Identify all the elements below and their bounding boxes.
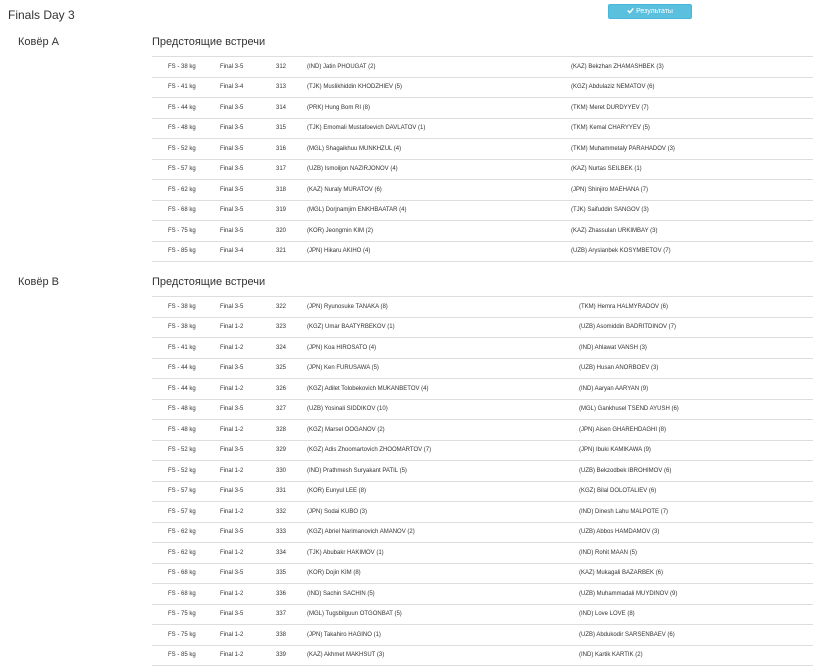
bouts-table — [152, 296, 813, 666]
stage-cell: Final 3-4 — [220, 241, 276, 262]
table-row[interactable] — [152, 57, 813, 78]
bout-number-cell: 318 — [276, 180, 307, 201]
bout-number-cell: 330 — [276, 461, 307, 482]
weight-class-cell: FS - 62 kg — [152, 180, 220, 201]
weight-class-cell: FS - 52 kg — [152, 461, 220, 482]
weight-class-cell: FS - 41 kg — [152, 338, 220, 359]
bout-number-cell: 327 — [276, 399, 307, 420]
bout-number-cell: 336 — [276, 584, 307, 605]
red-wrestler-cell: (KGZ) Adis Zhoomartovich ZHOOMARTOV (7) — [307, 440, 579, 461]
stage-cell: Final 3-5 — [220, 440, 276, 461]
stage-cell: Final 3-5 — [220, 200, 276, 221]
blue-wrestler-cell: (UZB) Bekzodbek IBROHIMOV (6) — [579, 461, 813, 482]
bout-number-cell: 325 — [276, 358, 307, 379]
bout-number-cell: 329 — [276, 440, 307, 461]
weight-class-cell: FS - 68 kg — [152, 584, 220, 605]
stage-cell: Final 3-5 — [220, 139, 276, 160]
table-row[interactable] — [152, 139, 813, 160]
weight-class-cell: FS - 52 kg — [152, 440, 220, 461]
red-wrestler-cell: (UZB) Yosinali SIDDIKOV (10) — [307, 399, 579, 420]
weight-class-cell: FS - 44 kg — [152, 98, 220, 119]
bout-number-cell: 320 — [276, 221, 307, 242]
weight-class-cell: FS - 38 kg — [152, 317, 220, 338]
table-row[interactable] — [152, 522, 813, 543]
table-row[interactable] — [152, 200, 813, 221]
bout-number-cell: 321 — [276, 241, 307, 262]
bout-number-cell: 314 — [276, 98, 307, 119]
stage-cell: Final 1-2 — [220, 543, 276, 564]
bout-number-cell: 323 — [276, 317, 307, 338]
stage-cell: Final 1-2 — [220, 584, 276, 605]
blue-wrestler-cell: (UZB) Muhammadali MUYDINOV (9) — [579, 584, 813, 605]
weight-class-cell: FS - 85 kg — [152, 241, 220, 262]
stage-cell: Final 3-5 — [220, 98, 276, 119]
stage-cell: Final 3-5 — [220, 118, 276, 139]
table-row[interactable] — [152, 297, 813, 318]
bout-number-cell: 319 — [276, 200, 307, 221]
red-wrestler-cell: (TJK) Abubakr HAKIMOV (1) — [307, 543, 579, 564]
blue-wrestler-cell: (IND) Rohit MAAN (5) — [579, 543, 813, 564]
bout-number-cell: 312 — [276, 57, 307, 78]
bout-number-cell: 322 — [276, 297, 307, 318]
stage-cell: Final 3-5 — [220, 358, 276, 379]
red-wrestler-cell: (IND) Sachin SACHIN (5) — [307, 584, 579, 605]
blue-wrestler-cell: (UZB) Abbos HAMDAMOV (3) — [579, 522, 813, 543]
table-row[interactable] — [152, 440, 813, 461]
weight-class-cell: FS - 57 kg — [152, 159, 220, 180]
weight-class-cell: FS - 48 kg — [152, 399, 220, 420]
stage-cell: Final 1-2 — [220, 502, 276, 523]
weight-class-cell: FS - 44 kg — [152, 358, 220, 379]
blue-wrestler-cell: (KAZ) Zhassulan URKIMBAY (3) — [571, 221, 813, 242]
weight-class-cell: FS - 75 kg — [152, 221, 220, 242]
mat-name: Ковёр A — [18, 36, 59, 48]
red-wrestler-cell: (MGL) Shagaikhuu MUNKHZUL (4) — [307, 139, 571, 160]
stage-cell: Final 3-5 — [220, 180, 276, 201]
upcoming-bouts-title: Предстоящие встречи — [152, 276, 266, 288]
blue-wrestler-cell: (TKM) Meret DURDYYEV (7) — [571, 98, 813, 119]
red-wrestler-cell: (JPN) Hikaru AKIHO (4) — [307, 241, 571, 262]
red-wrestler-cell: (JPN) Sodai KUBO (3) — [307, 502, 579, 523]
red-wrestler-cell: (KAZ) Nuraly MURATOV (6) — [307, 180, 571, 201]
stage-cell: Final 3-5 — [220, 159, 276, 180]
weight-class-cell: FS - 52 kg — [152, 139, 220, 160]
red-wrestler-cell: (KAZ) Akhmet MAKHSUT (3) — [307, 645, 579, 666]
bout-number-cell: 324 — [276, 338, 307, 359]
stage-cell: Final 1-2 — [220, 420, 276, 441]
bout-number-cell: 333 — [276, 522, 307, 543]
blue-wrestler-cell: (KAZ) Nurtas SEILBEK (1) — [571, 159, 813, 180]
weight-class-cell: FS - 68 kg — [152, 200, 220, 221]
table-row[interactable] — [152, 584, 813, 605]
red-wrestler-cell: (TJK) Emomali Mustafoevich DAVLATOV (1) — [307, 118, 571, 139]
stage-cell: Final 1-2 — [220, 317, 276, 338]
blue-wrestler-cell: (TJK) Saifuddin SANGOV (3) — [571, 200, 813, 221]
table-row[interactable] — [152, 338, 813, 359]
bout-number-cell: 313 — [276, 77, 307, 98]
table-row[interactable] — [152, 543, 813, 564]
red-wrestler-cell: (KOR) Dojin KIM (8) — [307, 563, 579, 584]
stage-cell: Final 3-5 — [220, 297, 276, 318]
weight-class-cell: FS - 41 kg — [152, 77, 220, 98]
stage-cell: Final 3-5 — [220, 563, 276, 584]
red-wrestler-cell: (IND) Prathmesh Suryakant PATIL (5) — [307, 461, 579, 482]
red-wrestler-cell: (UZB) Ismoiljon NAZIRJONOV (4) — [307, 159, 571, 180]
weight-class-cell: FS - 85 kg — [152, 645, 220, 666]
bout-number-cell: 337 — [276, 604, 307, 625]
blue-wrestler-cell: (KAZ) Bekzhan ZHAMASHBEK (3) — [571, 57, 813, 78]
results-button-label: Результаты — [636, 8, 673, 15]
table-row[interactable] — [152, 420, 813, 441]
red-wrestler-cell: (KGZ) Marsel OOGANOV (2) — [307, 420, 579, 441]
table-row[interactable] — [152, 399, 813, 420]
table-row[interactable] — [152, 77, 813, 98]
bout-number-cell: 338 — [276, 625, 307, 646]
red-wrestler-cell: (MGL) Tugsbilguun OTGONBAT (5) — [307, 604, 579, 625]
red-wrestler-cell: (JPN) Ken FURUSAWA (5) — [307, 358, 579, 379]
weight-class-cell: FS - 38 kg — [152, 297, 220, 318]
weight-class-cell: FS - 44 kg — [152, 379, 220, 400]
blue-wrestler-cell: (IND) Dinesh Lahu MALPOTE (7) — [579, 502, 813, 523]
table-row[interactable] — [152, 563, 813, 584]
bout-number-cell: 334 — [276, 543, 307, 564]
table-row[interactable] — [152, 379, 813, 400]
table-row[interactable] — [152, 481, 813, 502]
blue-wrestler-cell: (IND) Kartik KARTIK (2) — [579, 645, 813, 666]
table-row[interactable] — [152, 159, 813, 180]
red-wrestler-cell: (TJK) Muslikhiddin KHODZHIEV (5) — [307, 77, 571, 98]
weight-class-cell: FS - 68 kg — [152, 563, 220, 584]
stage-cell: Final 1-2 — [220, 379, 276, 400]
table-row[interactable] — [152, 625, 813, 646]
weight-class-cell: FS - 48 kg — [152, 118, 220, 139]
page-title: Finals Day 3 — [8, 8, 75, 22]
bout-number-cell: 332 — [276, 502, 307, 523]
table-row[interactable] — [152, 317, 813, 338]
results-button[interactable] — [608, 4, 692, 19]
red-wrestler-cell: (KOR) Eunyul LEE (8) — [307, 481, 579, 502]
red-wrestler-cell: (KGZ) Abriel Narimanovich AMANOV (2) — [307, 522, 579, 543]
table-row[interactable] — [152, 98, 813, 119]
weight-class-cell: FS - 75 kg — [152, 625, 220, 646]
blue-wrestler-cell: (TKM) Muhammetaly PARAHADOV (3) — [571, 139, 813, 160]
blue-wrestler-cell: (UZB) Asomiddin BADRITDINOV (7) — [579, 317, 813, 338]
blue-wrestler-cell: (UZB) Abdukodir SARSENBAEV (6) — [579, 625, 813, 646]
bout-number-cell: 335 — [276, 563, 307, 584]
blue-wrestler-cell: (MGL) Gankhusel TSEND AYUSH (6) — [579, 399, 813, 420]
table-row[interactable] — [152, 604, 813, 625]
stage-cell: Final 3-5 — [220, 522, 276, 543]
weight-class-cell: FS - 57 kg — [152, 481, 220, 502]
blue-wrestler-cell: (JPN) Aisen GHAREHDAGHI (8) — [579, 420, 813, 441]
stage-cell: Final 1-2 — [220, 645, 276, 666]
table-row[interactable] — [152, 461, 813, 482]
table-row[interactable] — [152, 358, 813, 379]
blue-wrestler-cell: (IND) Love LOVE (8) — [579, 604, 813, 625]
red-wrestler-cell: (JPN) Koa HIROSATO (4) — [307, 338, 579, 359]
red-wrestler-cell: (KGZ) Adilet Tolobekovich MUKANBETOV (4) — [307, 379, 579, 400]
blue-wrestler-cell: (TKM) Hemra HALMYRADOV (6) — [579, 297, 813, 318]
red-wrestler-cell: (MGL) Dorjnamjim ENKHBAATAR (4) — [307, 200, 571, 221]
bout-number-cell: 316 — [276, 139, 307, 160]
blue-wrestler-cell: (JPN) Ibuki KAMIKAWA (9) — [579, 440, 813, 461]
stage-cell: Final 1-2 — [220, 625, 276, 646]
weight-class-cell: FS - 38 kg — [152, 57, 220, 78]
weight-class-cell: FS - 57 kg — [152, 502, 220, 523]
stage-cell: Final 1-2 — [220, 338, 276, 359]
stage-cell: Final 3-5 — [220, 399, 276, 420]
red-wrestler-cell: (KGZ) Umar BAATYRBEKOV (1) — [307, 317, 579, 338]
stage-cell: Final 3-4 — [220, 77, 276, 98]
blue-wrestler-cell: (IND) Aaryan AARYAN (9) — [579, 379, 813, 400]
table-row[interactable] — [152, 241, 813, 262]
bout-number-cell: 317 — [276, 159, 307, 180]
weight-class-cell: FS - 62 kg — [152, 522, 220, 543]
bout-number-cell: 331 — [276, 481, 307, 502]
bout-number-cell: 328 — [276, 420, 307, 441]
red-wrestler-cell: (JPN) Ryunosuke TANAKA (8) — [307, 297, 579, 318]
stage-cell: Final 3-5 — [220, 57, 276, 78]
weight-class-cell: FS - 48 kg — [152, 420, 220, 441]
red-wrestler-cell: (KOR) Jeongmin KIM (2) — [307, 221, 571, 242]
blue-wrestler-cell: (TKM) Kemal CHARYYEV (5) — [571, 118, 813, 139]
bout-number-cell: 339 — [276, 645, 307, 666]
table-row[interactable] — [152, 118, 813, 139]
bouts-table — [152, 56, 813, 262]
check-icon — [627, 7, 634, 16]
weight-class-cell: FS - 75 kg — [152, 604, 220, 625]
blue-wrestler-cell: (KAZ) Mukagali BAZARBEK (6) — [579, 563, 813, 584]
red-wrestler-cell: (IND) Jatin PHOUGAT (2) — [307, 57, 571, 78]
table-row[interactable] — [152, 645, 813, 666]
table-row[interactable] — [152, 221, 813, 242]
stage-cell: Final 1-2 — [220, 461, 276, 482]
bout-number-cell: 326 — [276, 379, 307, 400]
red-wrestler-cell: (PRK) Hung Bom RI (8) — [307, 98, 571, 119]
upcoming-bouts-title: Предстоящие встречи — [152, 36, 266, 48]
blue-wrestler-cell: (UZB) Husan ANORBOEV (3) — [579, 358, 813, 379]
blue-wrestler-cell: (KGZ) Bilal DOLOTALIEV (6) — [579, 481, 813, 502]
blue-wrestler-cell: (UZB) Aryslanbek KOSYMBETOV (7) — [571, 241, 813, 262]
stage-cell: Final 3-5 — [220, 604, 276, 625]
blue-wrestler-cell: (IND) Ahlawat VANSH (3) — [579, 338, 813, 359]
stage-cell: Final 3-5 — [220, 221, 276, 242]
weight-class-cell: FS - 62 kg — [152, 543, 220, 564]
table-row[interactable] — [152, 502, 813, 523]
mat-name: Ковёр B — [18, 276, 59, 288]
blue-wrestler-cell: (KGZ) Abdulaziz NEMATOV (6) — [571, 77, 813, 98]
blue-wrestler-cell: (JPN) Shinjiro MAEHANA (7) — [571, 180, 813, 201]
table-row[interactable] — [152, 180, 813, 201]
red-wrestler-cell: (JPN) Takahiro HAGINO (1) — [307, 625, 579, 646]
stage-cell: Final 3-5 — [220, 481, 276, 502]
bout-number-cell: 315 — [276, 118, 307, 139]
